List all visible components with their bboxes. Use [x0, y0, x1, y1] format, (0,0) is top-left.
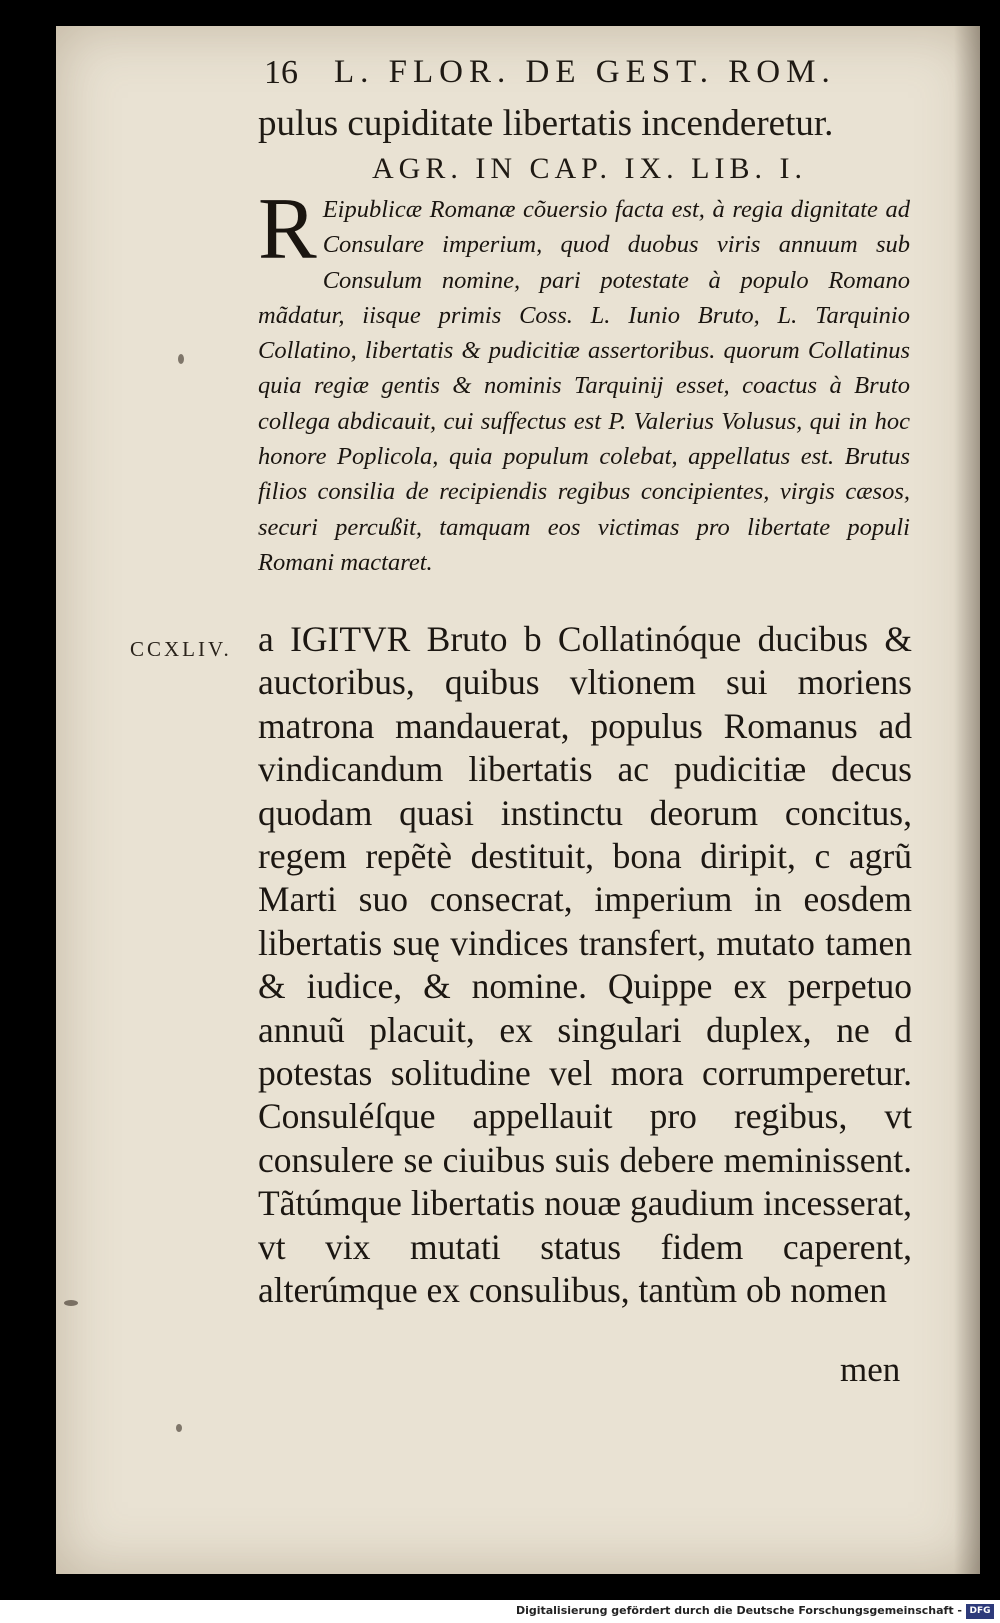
footer-credit: Digitalisierung gefördert durch die Deutsche Forschungsgemeinschaft -: [515, 1604, 962, 1617]
drop-cap: R: [258, 181, 317, 278]
main-text: a IGITVR Bruto b Collatinóque ducibus & auctoribus, quibus vltionem sui moriens matrona mandauerat, populus Romanus ad vindicandum libertatis ac pudicitiæ decus quodam quasi instinctu deorum concitus, regem repẽtè destituit, bona diripit, c agrũ Marti suo consecrat, imperium in eosdem libertatis suę vindices transfert, mutato tamen & iudice, & nomine. Quippe ex perpetuo annuũ placuit, ex singulari duplex, ne d potestas solitudine vel mora corrumperetur. Consuléſque appellauit pro regibus, vt consulere se ciuibus suis debere meminissent. Tãtúmque libertatis nouæ gaudium incesserat, vt vix mutati status fidem caperent, alterúmque ex consulibus, tantùm ob nomen: [258, 619, 912, 1311]
catchword: men: [840, 1350, 901, 1389]
commentary-text: Eipublicæ Romanæ cõuersio facta est, à regia dignitate ad Consulare imperium, quod duobus viris annuum sub Consulum nomine, pari potestate à populo Romano mãdatur, iisque primis Coss. L. Iunio Bruto, L. Tarquinio Collatino, libertatis & pudicitiæ assertoribus. quorum Collatinus quia regiæ gentis & nominis Tarquinij esset, coactus à Bruto collega abdicauit, cui suffectus est P. Valerius Volusus, qui in hoc honore Poplicola, quia populum colebat, appellatus est. Brutus filios consilia de recipiendis regibus concipientes, virgis cæsos, securi percußit, tamquam eos victimas pro libertate populi Romani mactaret.: [258, 196, 910, 576]
page-number: 16: [264, 54, 298, 91]
dfg-logo: DFG: [966, 1604, 994, 1619]
ink-blot: [176, 1424, 182, 1432]
running-title: L. FLOR. DE GEST. ROM.: [334, 54, 836, 90]
ink-blot: [178, 354, 184, 364]
margin-number: CCXLIV.: [130, 637, 232, 661]
commentary-block: [258, 181, 910, 580]
page-header: [264, 48, 904, 100]
ink-blot: [64, 1300, 78, 1306]
footer-bar: [0, 1600, 1000, 1623]
commentary-heading: AGR. IN CAP. IX. LIB. I.: [372, 152, 807, 185]
opening-line: pulus cupiditate libertatis incenderetur.: [258, 103, 834, 144]
